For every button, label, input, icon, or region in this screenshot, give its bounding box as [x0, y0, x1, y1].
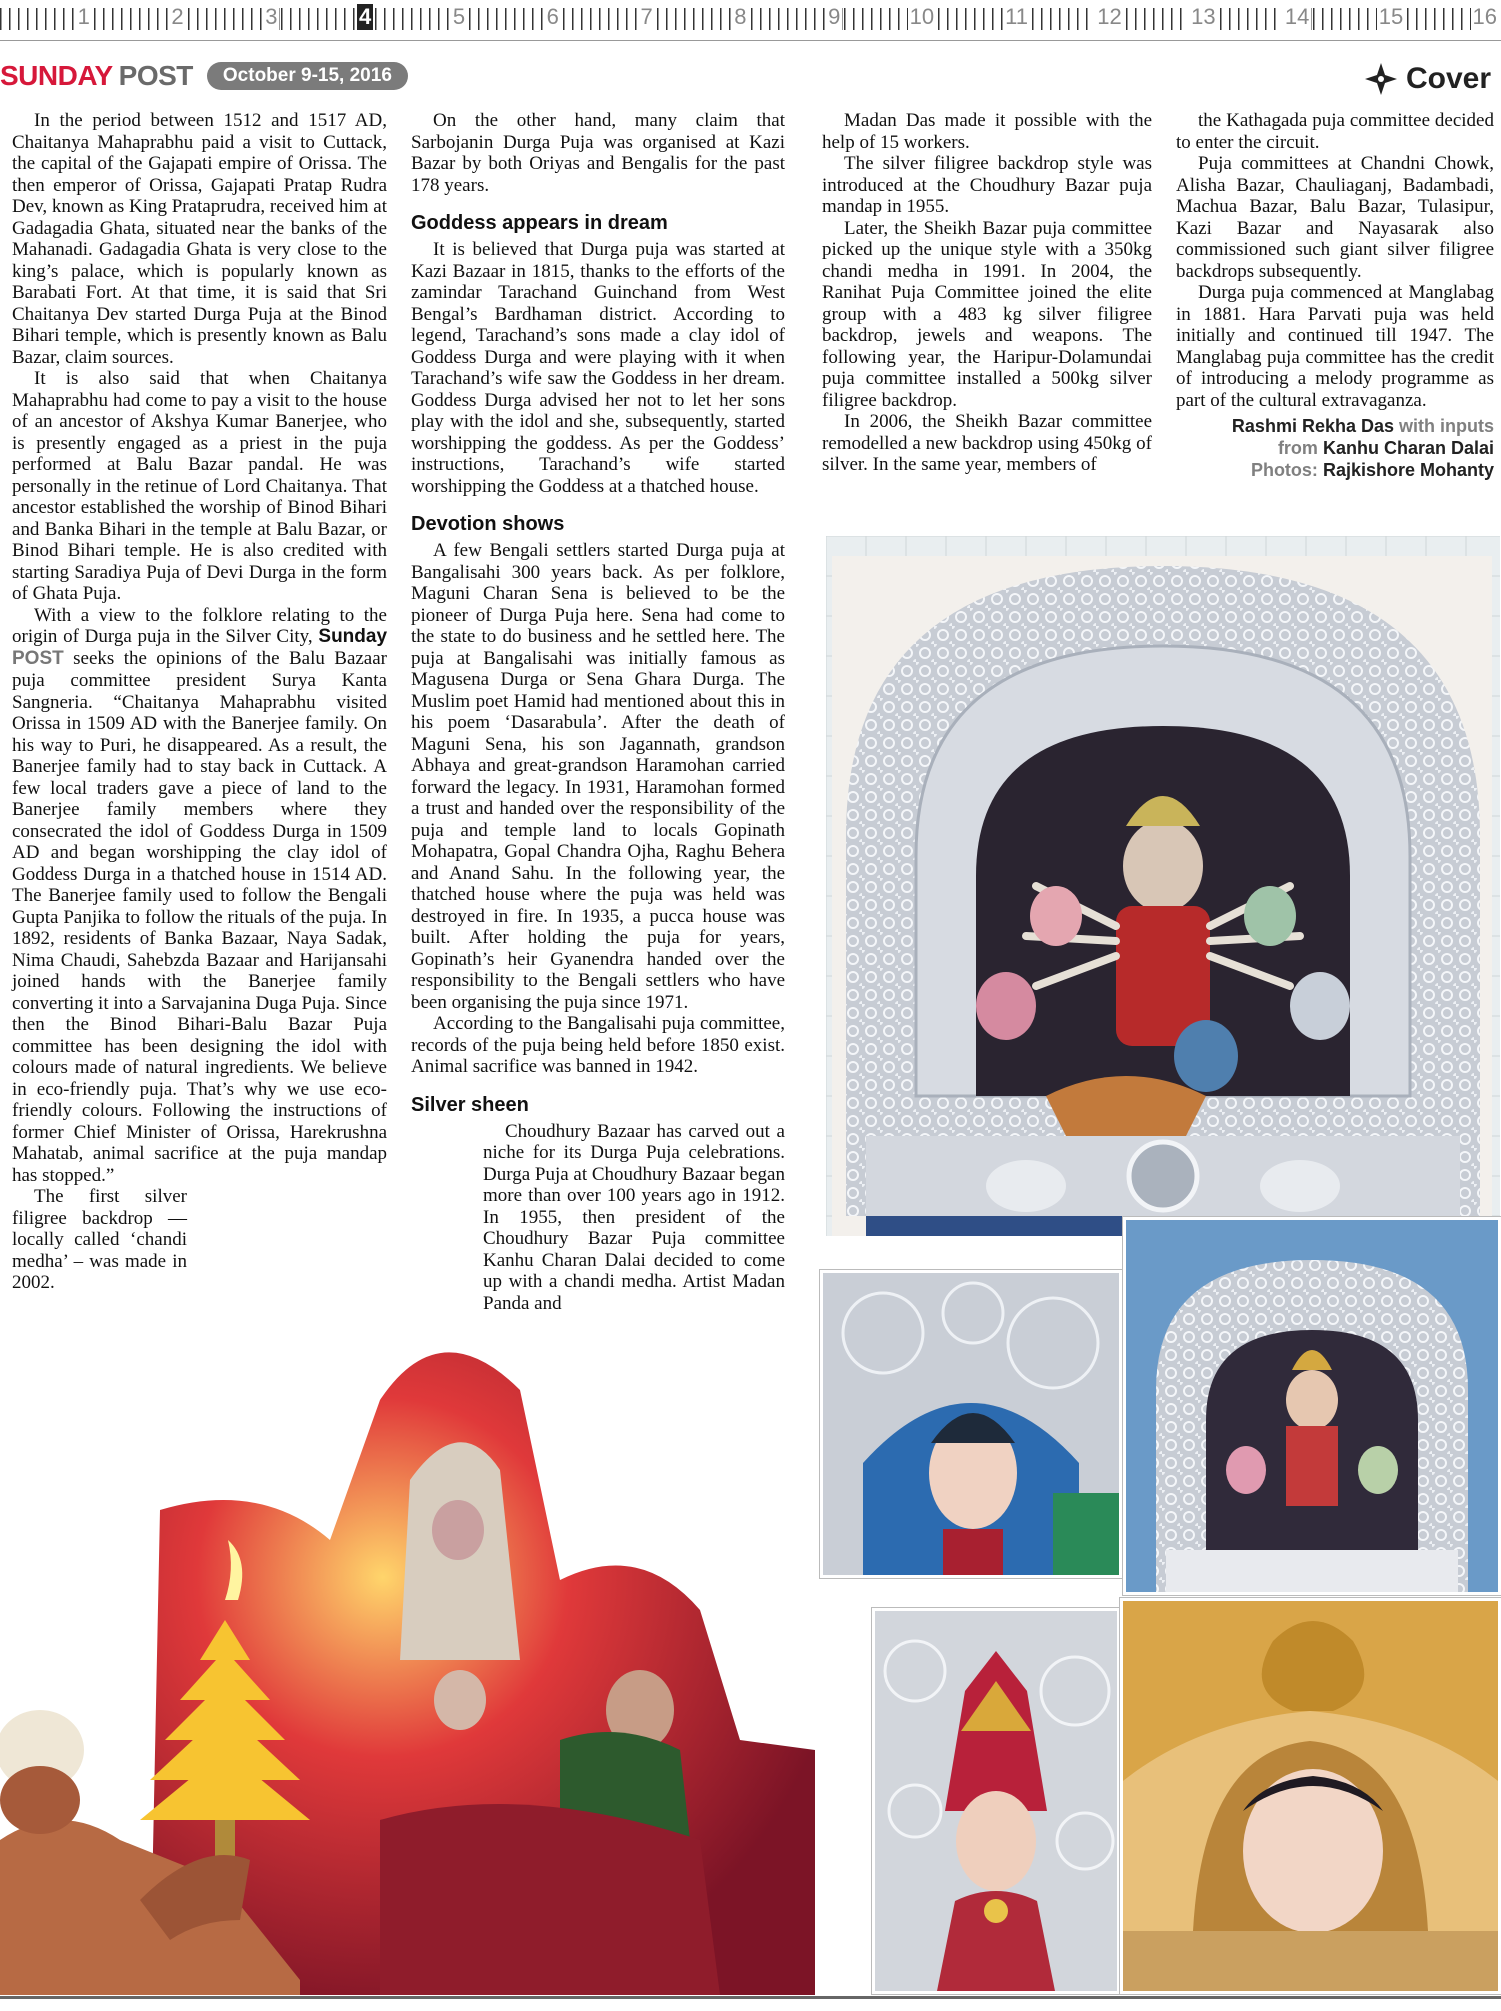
photo-illustration: [0, 1280, 815, 1995]
paragraph: A few Bengali settlers started Durga puja at Bangalisahi 300 years back. As per folklore, Maguni Charan Sena is believed to be the pioneer of Durga Puja here. Sena had come to the state to do business and he settled here. The puja at Bangalisahi was initially famous as Magusena Durga or Sena Ghara Durga. The Muslim poet Hamid had mentioned about this in his poem ‘Dasarabula’. After the death of Maguni Sena, his son Jagannath, grandson Abhaya and great-grandson Haramohan carried forward the legacy. In 1931, Haramohan formed a trust and handed over the responsibility of the puja and temple land to locals Gopinath Mohapatra, Gopal Chandra Ojha, Raghu Behera and Anand Sahu. In the following year, the thatched house where the puja was held was destroyed in fire. In 1935, a pucca house was built. After holding the puja for years, Gopinath’s heir Gyanendra handed over the responsibility to the Bengali settlers who have been organising the puja since 1971.: [411, 540, 785, 1013]
ruler-mark: 11: [1005, 4, 1028, 29]
ruler-mark: 14: [1284, 4, 1310, 29]
ruler-mark: 13: [1191, 4, 1216, 29]
byline: [1176, 415, 1494, 481]
ruler-mark: 1: [77, 4, 90, 29]
paragraph: On the other hand, many claim that Sarbojanin Durga Puja was organised at Kazi Bazar by both Oriyas and Bengalis for the past 178 years.: [411, 110, 785, 196]
photo-goddess-crown-red: [872, 1608, 1120, 1994]
author-name: Rashmi Rekha Das: [1231, 416, 1394, 436]
photo-silver-backdrop-idol: [826, 536, 1500, 1236]
paragraph: It is also said that when Chaitanya Mahaprabhu had come to pay a visit to the house of an ancestor of Akshya Kumar Banerjee, who is presently engaged as a priest in the puja performed at Balu Bazar pandal. He was personally in the retinue of Lord Chaitanya. That ancestor established the worship of Binod Bihari and Banka Bihari in the temple at Balu Bazar, or Binod Bihari temple. He is also credited with starting Saradiya Puja of Devi Durga in the form of Ghata Puja.: [12, 368, 387, 604]
photo-illustration: [823, 1273, 1119, 1575]
photo-illustration: [1126, 1220, 1498, 1592]
inline-brand-sunday: Sunday: [318, 626, 388, 647]
ruler-segment: [1407, 0, 1501, 40]
ruler-mark: 16: [1472, 4, 1497, 29]
ruler-segment: [938, 0, 1032, 40]
paragraph: [12, 605, 387, 1187]
paragraph: It is believed that Durga puja was started at Kazi Bazaar in 1815, thanks to the efforts of the zamindar Tarachand Guinchand from West Bengal’s Bardhaman district. According to legend, Tarachand’s sons made a clay idol of Goddess Durga and were playing with it when Tarachand’s wife saw the Goddess in her dream. Goddess Durga advised her not to let her sons play with the idol and she, subsequently, started worshipping the goddess. As per the Goddess’ instructions, Tarachand’s wife started worshipping the Goddess at a thatched house.: [411, 239, 785, 497]
ruler-mark: 15: [1378, 4, 1404, 29]
paragraph: Choudhury Bazaar has carved out a niche for its Durga Puja celebrations. Durga Puja at Choudhury Bazaar began more than over 100 years ago in 1912. In 1955, then president of the Choudhury Bazar Puja committee Kanhu Charan Dalai decided to come up with a chandi medha. Artist Madan Panda and: [483, 1120, 785, 1314]
article-column-4: [1176, 110, 1494, 481]
subheading-devotion: Devotion shows: [411, 513, 565, 535]
ruler-mark: 2: [171, 4, 184, 29]
ruler-mark: 7: [640, 4, 653, 29]
brand-sunday: SUNDAY: [0, 60, 113, 91]
paragraph: According to the Bangalisahi puja committee, records of the puja being held before 1850 exist. Animal sacrifice was banned in 1942.: [411, 1013, 785, 1077]
ruler-mark: 9: [828, 4, 841, 29]
compass-star-icon: [1364, 62, 1398, 96]
ruler-mark: 12: [1097, 4, 1122, 29]
brand-post: POST: [118, 60, 193, 91]
paragraph-text: seeks the opinions of the Balu Bazaar puja committee president Surya Kanta Sangneria. “Chaitanya Mahaprabhu visited Orissa in 1509 AD with the Banerjee family. On his way to Puri, he disappeared. As a result, the Banerjee family had to stay back in Cuttack. A few local traders gave a piece of land to the Banerjee family members where they consecrated the idol of Goddess Durga in 1509 AD and began worshipping the clay idol of Goddess Durga in a thatched house in 1514 AD. The Banerjee family used to follow the Bengali Gupta Panjika to follow the rituals of the puja. In 1892, residents of Banka Bazaar, Naya Sadak, Nima Chaudi, Sahebzda Bazaar and Harijansahi joined hands with the Banerjee family converting it into a Sarvajanina Duga Puja. Since then the Binod Bihari-Balu Bazar Puja committee has been designing the idol with colours made of natural ingredients. We believe in eco-friendly puja. That’s why we use eco-friendly colours. Following the instructions of former Chief Minister of Orissa, Harekrushna Mahatab, animal sacrifice at the puja mandap has stopped.”: [12, 648, 387, 1186]
subheading-goddess: Goddess appears in dream: [411, 212, 668, 234]
from-label: from: [1277, 438, 1318, 458]
with-inputs-label: with inputs: [1399, 416, 1494, 436]
ruler-mark: 5: [452, 4, 466, 29]
inline-brand-post: POST: [12, 648, 64, 669]
photo-goddess-face-silver: [820, 1270, 1122, 1578]
section-label: [1364, 62, 1491, 96]
issue-date: October 9-15, 2016: [207, 62, 408, 90]
ruler-segment: [1313, 0, 1407, 40]
paragraph: Durga puja commenced at Manglabag in 1881. Hara Parvati puja was held initially and continued till 1947. The Manglabag puja committee has the credit of introducing a melody programme as part of the cultural extravaganza.: [1176, 282, 1494, 411]
subheading-silver: Silver sheen: [411, 1093, 529, 1116]
paragraph-text: With a view to the folklore relating to the origin of Durga puja in the Silver City,: [12, 604, 387, 647]
paragraph: Later, the Sheikh Bazar puja committee picked up the unique style with a 350kg chandi medha in 1991. In 2004, the Ranihat Puja Committee joined the elite group with a 483 kg silver filigree backdrop, jewels and weapons. The following year, the Haripur-Dolamundai puja committee installed a 500kg silver filigree backdrop.: [822, 217, 1152, 411]
page-ruler: [0, 0, 1501, 41]
paragraph: In the period between 1512 and 1517 AD, Chaitanya Mahaprabhu paid a visit to Cuttack, the capital of the Gajapati empire of Orissa. The then emperor of Orissa, Gajapati Pratap Rudra Dev, known as King Prataprudra, received him at Gadagadia Ghata, situated near the banks of the Mahanadi. Gadagadia Ghata is very close to the king’s palace, which is popularly known as Barabati Fort. At that time, it is said that Sri Chaitanya Dev started Durga Puja at the Binod Bihari temple, which is presently known as Balu Bazar, claim sources.: [12, 110, 387, 368]
paragraph: Puja committees at Chandni Chowk, Alisha Bazar, Chauliaganj, Badambadi, Machua Bazar, Balu Bazar, Tulasipur, Kazi Bazar and Nayasarak also commissioned such giant silver filigree backdrops subsequently.: [1176, 153, 1494, 282]
photo-full-pandal-silver: [1123, 1217, 1501, 1595]
ruler-segment: [563, 0, 657, 40]
ruler-mark-current: 4: [359, 4, 372, 29]
ruler-segment: [1126, 0, 1220, 40]
ruler-segment: [469, 0, 563, 40]
article-column-1: [12, 110, 387, 1294]
ruler-segment: [751, 0, 845, 40]
photos-label: Photos:: [1250, 460, 1318, 480]
photo-goddess-golden-crown: [1120, 1598, 1501, 1994]
byline-inputs-line: [1176, 437, 1494, 459]
ruler-segment: [375, 0, 469, 40]
section-title: Cover: [1405, 62, 1491, 95]
paragraph: Madan Das made it possible with the help of 15 workers.: [822, 110, 1152, 153]
byline-author-line: [1176, 415, 1494, 437]
photo-illustration: [875, 1611, 1117, 1991]
ruler-segment: [94, 0, 188, 40]
photo-aarti-priest: [0, 1280, 815, 1995]
ruler-segment: [1220, 0, 1314, 40]
ruler-segment: [0, 0, 94, 40]
article-column-3: [822, 110, 1152, 476]
article-column-2: [411, 110, 785, 1314]
bottom-rule: [0, 1996, 1501, 1999]
photo-illustration: [1123, 1601, 1498, 1991]
ruler-segment: [844, 0, 938, 40]
byline-photos-line: [1176, 459, 1494, 481]
photographer-name: Rajkishore Mohanty: [1322, 460, 1494, 480]
paragraph: The silver filigree backdrop style was introduced at the Choudhury Bazar puja mandap in 1955.: [822, 153, 1152, 217]
ruler-mark: 6: [546, 4, 559, 29]
ruler-segment: [657, 0, 751, 40]
photo-illustration: [826, 536, 1500, 1236]
ruler-segment-current: [281, 0, 375, 40]
masthead: [0, 58, 408, 94]
ruler-mark: 3: [265, 4, 278, 29]
paragraph: In 2006, the Sheikh Bazar committee remodelled a new backdrop using 450kg of silver. In the same year, members of: [822, 411, 1152, 475]
ruler-segment: [1032, 0, 1126, 40]
ruler-mark: 8: [734, 4, 747, 29]
ruler-segment: [188, 0, 282, 40]
paragraph: the Kathagada puja committee decided to enter the circuit.: [1176, 110, 1494, 153]
ruler-mark: 10: [909, 4, 935, 29]
inputs-name: Kanhu Charan Dalai: [1322, 438, 1494, 458]
paragraph: The first silver filigree backdrop — locally called ‘chandi medha’ – was made in 2002.: [12, 1186, 187, 1293]
